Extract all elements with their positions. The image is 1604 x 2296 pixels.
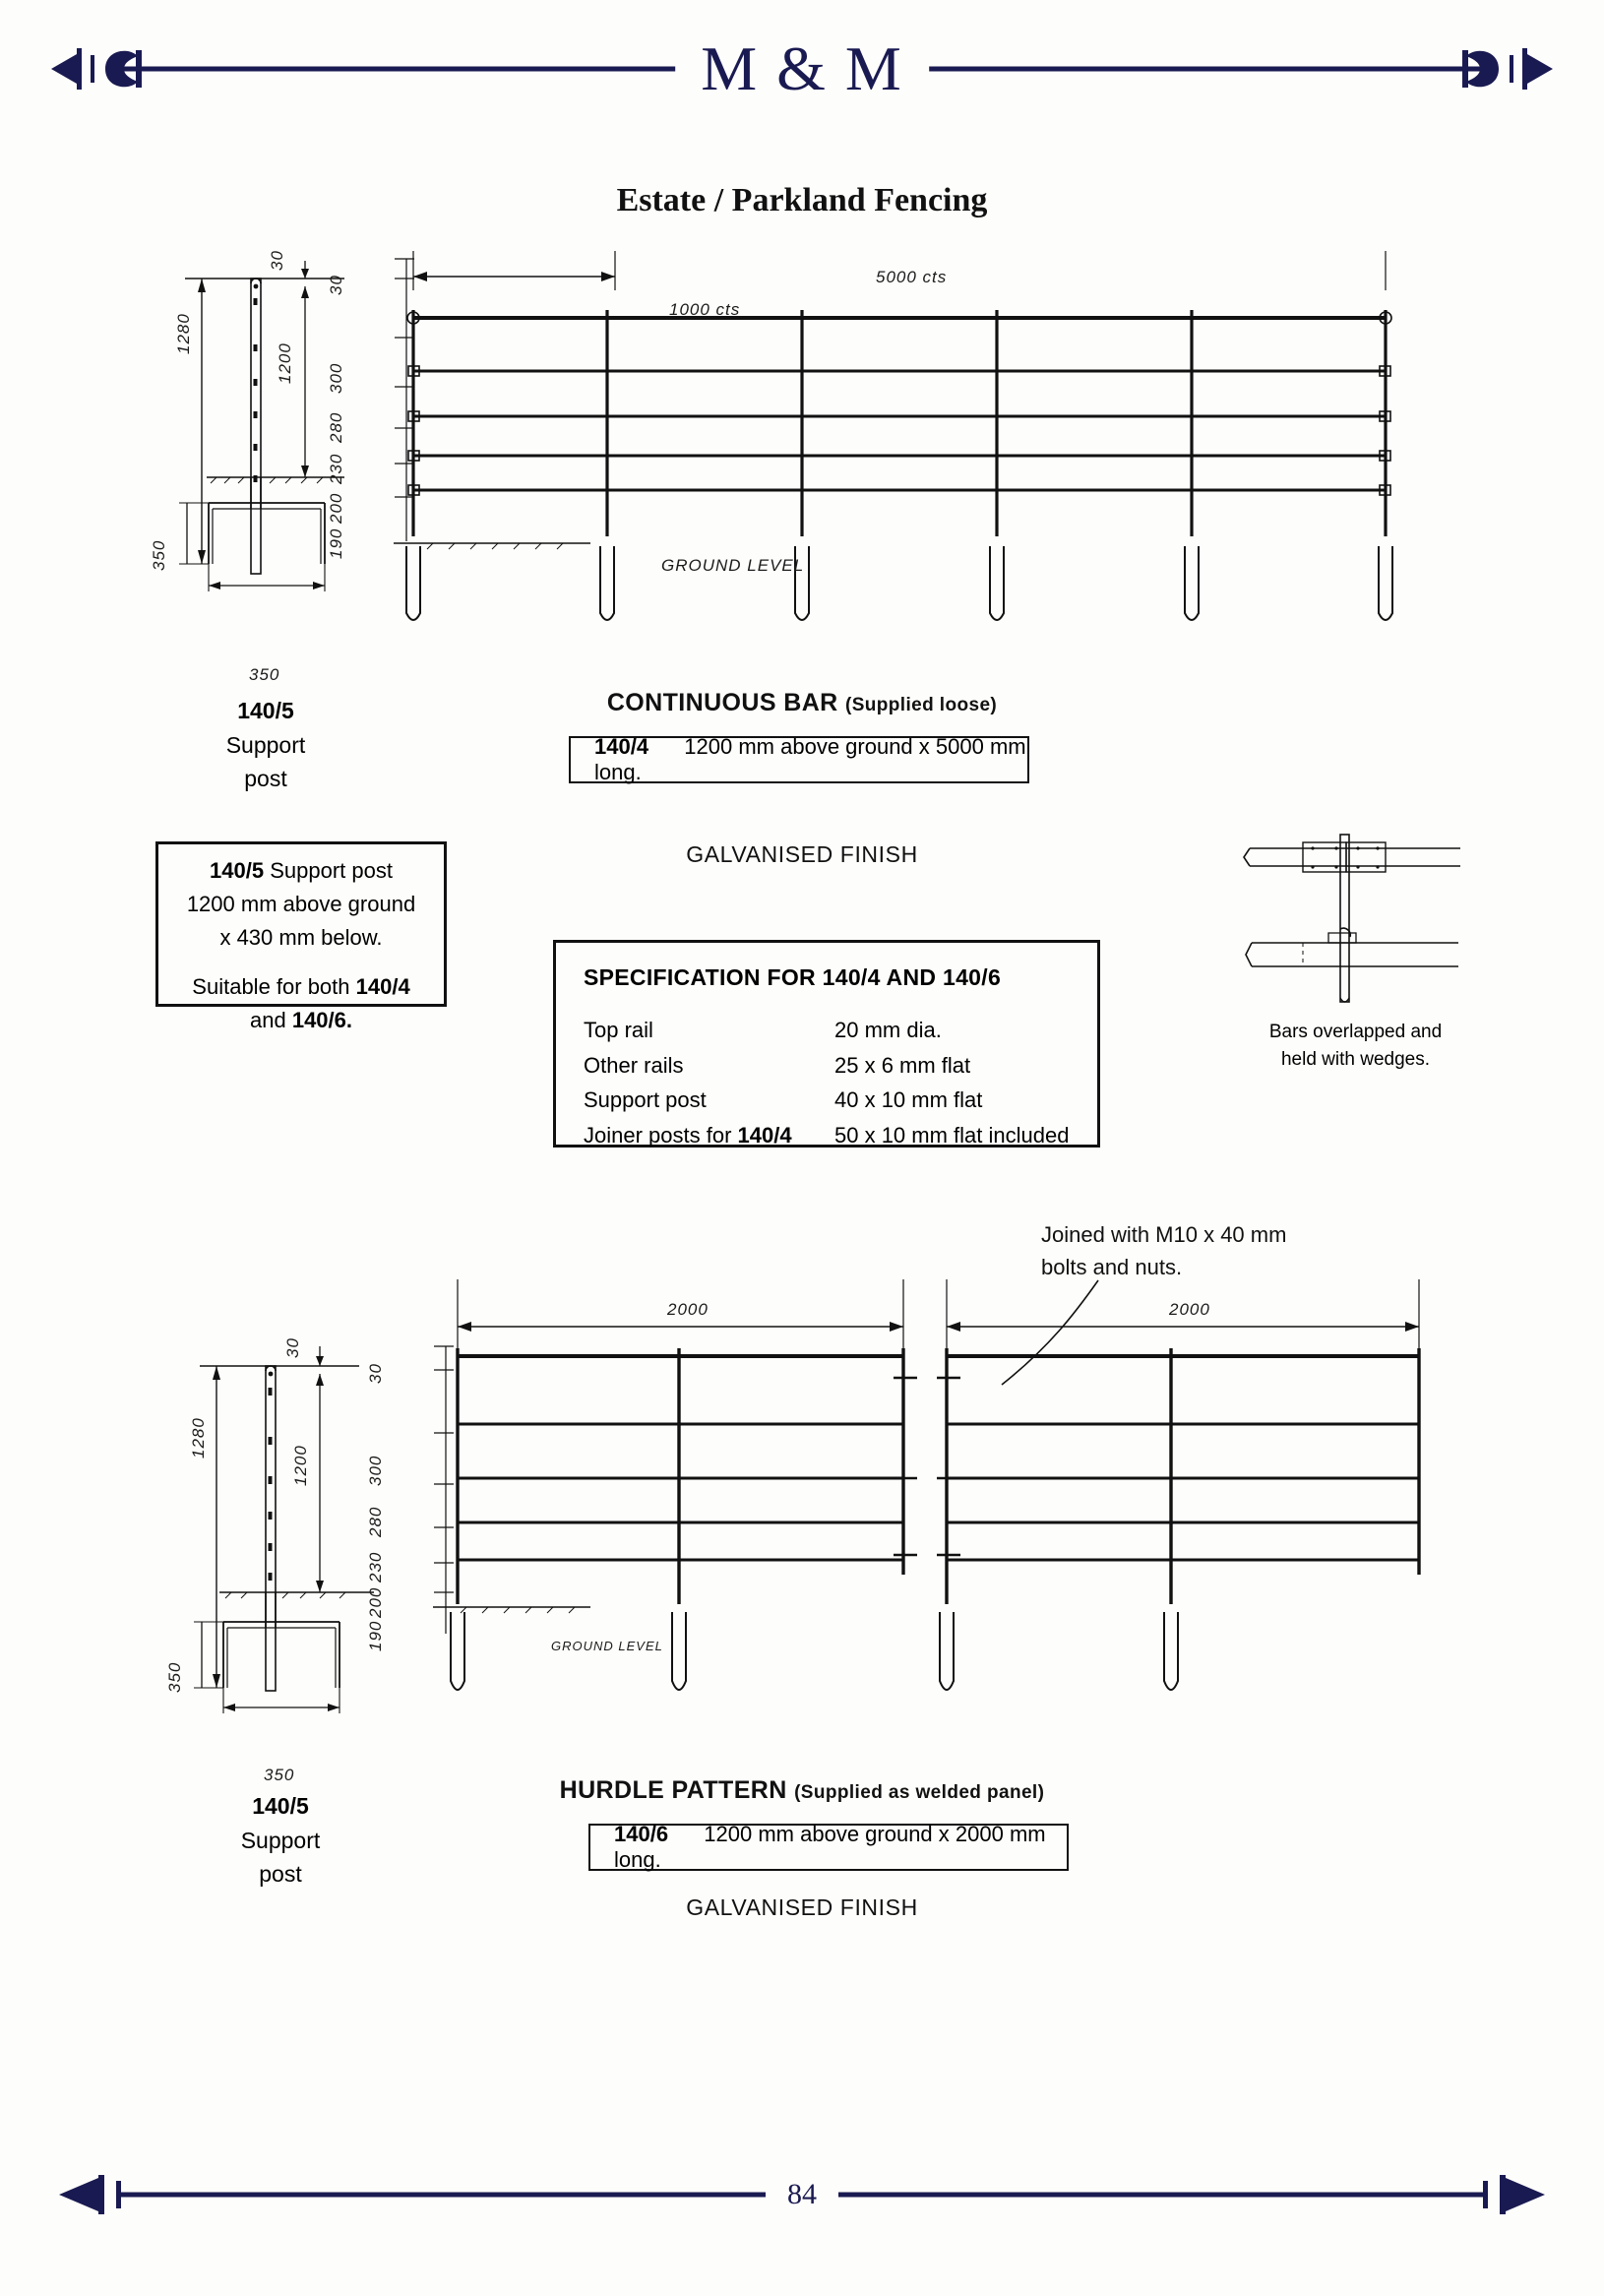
continuous-bar-spec-box [569,736,1029,783]
info-box-code: 140/5 [210,858,265,883]
hurdle-spec-text: 1200 mm above ground x 2000 mm long. [614,1822,1046,1872]
page-number: 84 [766,2178,838,2211]
info-box-line5-pre: and [250,1008,292,1033]
spec-title-code2: 140/6 [942,964,1002,990]
spec-value: 25 x 6 mm flat [834,1052,971,1078]
fence-dim-5000-cts: 5000 cts [876,268,948,286]
bottom-post-caption-line1: Support [240,1827,321,1853]
spec-key: Other rails [584,1052,684,1078]
continuous-bar-caption [0,689,1604,717]
top-post-dim-30: 30 [268,250,286,271]
footer-right-finial-icon [1447,2175,1545,2214]
page-title: Estate / Parkland Fencing [616,182,988,218]
overlapped-bars-wedge-icon [1242,827,1468,1014]
support-post-info-box [155,841,447,1033]
spec-key-code: 140/4 [737,1122,792,1148]
info-box-line4-code: 140/4 [355,974,410,1000]
left-finial-icon [51,46,169,92]
panel-1-dim-2000: 2000 [667,1300,709,1319]
top-ground-level-label: GROUND LEVEL [661,556,805,575]
top-galvanised-finish-label: GALVANISED FINISH [686,841,918,867]
spec-key: Joiner posts for [584,1122,732,1148]
footer-rule [0,2165,1604,2224]
continuous-bar-title: CONTINUOUS BAR [606,689,838,716]
bottom-post-caption-code: 140/5 [252,1793,309,1819]
specification-box [553,940,1100,1148]
spec-row [584,1048,1070,1084]
bottom-post-dim-1280: 1280 [189,1417,208,1458]
bottom-gauge-dim-30: 30 [366,1363,385,1384]
continuous-bar-subtitle: (Supplied loose) [844,695,998,715]
spec-row [584,1118,1070,1153]
top-post-dim-1200: 1200 [276,342,294,384]
bottom-gauge-dim-300: 300 [366,1455,385,1486]
hurdle-spec-code: 140/6 [614,1822,669,1846]
wedge-detail-caption [1240,1019,1471,1073]
info-box-line5-code: 140/6. [291,1008,352,1033]
bottom-gauge-dim-280: 280 [366,1506,385,1537]
hurdle-spec-box [588,1824,1069,1871]
footer-left-finial-icon [59,2175,157,2214]
bottom-ground-level-label: GROUND LEVEL [551,1639,663,1653]
wedge-caption-line2: held with wedges. [1280,1048,1431,1070]
top-post-caption-line2: post [244,766,287,791]
top-gauge-dim-280: 280 [327,411,345,443]
top-post-dim-footing-depth: 350 [150,539,168,571]
right-finial-icon [1435,46,1553,92]
continuous-bar-spec-text: 1200 mm above ground x 5000 mm long. [594,734,1026,784]
top-post-caption-code: 140/5 [237,698,294,723]
spec-title-pre: SPECIFICATION FOR [584,964,823,990]
top-post-dim-footing-width: 350 [249,665,280,684]
continuous-bar-fence-drawing [394,251,1407,664]
hurdle-pattern-title: HURDLE PATTERN [559,1776,787,1804]
panel-2-dim-2000: 2000 [1169,1300,1210,1319]
header-rule [0,33,1604,103]
bolt-annotation-line1: Joined with M10 x 40 mm [1041,1222,1287,1247]
top-gauge-dim-200: 200 [327,492,345,524]
top-gauge-dim-190: 190 [327,527,345,559]
spec-row [584,1083,1070,1118]
top-gauge-dim-300: 300 [327,362,345,394]
bottom-gauge-dim-190: 190 [366,1620,385,1651]
top-gauge-dim-30: 30 [327,275,345,295]
info-box-line4-pre: Suitable for both [192,974,356,1000]
info-box-line1-rest: Support post [264,858,393,883]
spec-title-code1: 140/4 [822,964,881,990]
top-post-dim-1280: 1280 [174,313,193,354]
bottom-post-dim-footing-depth: 350 [165,1661,184,1693]
info-box-line2: 1200 mm above ground [186,892,416,917]
info-box-line3: x 430 mm below. [219,925,383,951]
fence-dim-1000-cts: 1000 cts [669,300,741,319]
bottom-post-dim-30: 30 [283,1337,302,1358]
bottom-post-dim-footing-width: 350 [264,1766,295,1784]
hurdle-pattern-drawing [433,1270,1447,1762]
bottom-post-dim-1200: 1200 [291,1445,310,1486]
spec-value: 50 x 10 mm flat included [834,1122,1070,1148]
hurdle-pattern-subtitle: (Supplied as welded panel) [794,1782,1045,1803]
bolt-annotation-line2: bolts and nuts. [1041,1255,1183,1279]
bottom-galvanised-finish-label: GALVANISED FINISH [686,1894,918,1920]
spec-key: Top rail [584,1018,653,1042]
spec-title-mid: AND [880,964,943,990]
spec-key: Support post [584,1087,707,1113]
top-post-caption-line1: Support [225,731,306,758]
top-gauge-dim-230: 230 [327,453,345,484]
spec-value: 40 x 10 mm flat [834,1087,983,1113]
wedge-caption-line1: Bars overlapped and [1268,1022,1443,1042]
hurdle-pattern-caption [0,1776,1604,1805]
bottom-post-caption-line2: post [259,1861,302,1887]
bottom-gauge-dim-230: 230 [366,1551,385,1582]
continuous-bar-spec-code: 140/4 [594,734,649,759]
brand-title: M & M [675,32,929,105]
bottom-gauge-dim-200: 200 [366,1586,385,1618]
spec-value: 20 mm dia. [834,1018,942,1042]
spec-row [584,1013,1070,1048]
